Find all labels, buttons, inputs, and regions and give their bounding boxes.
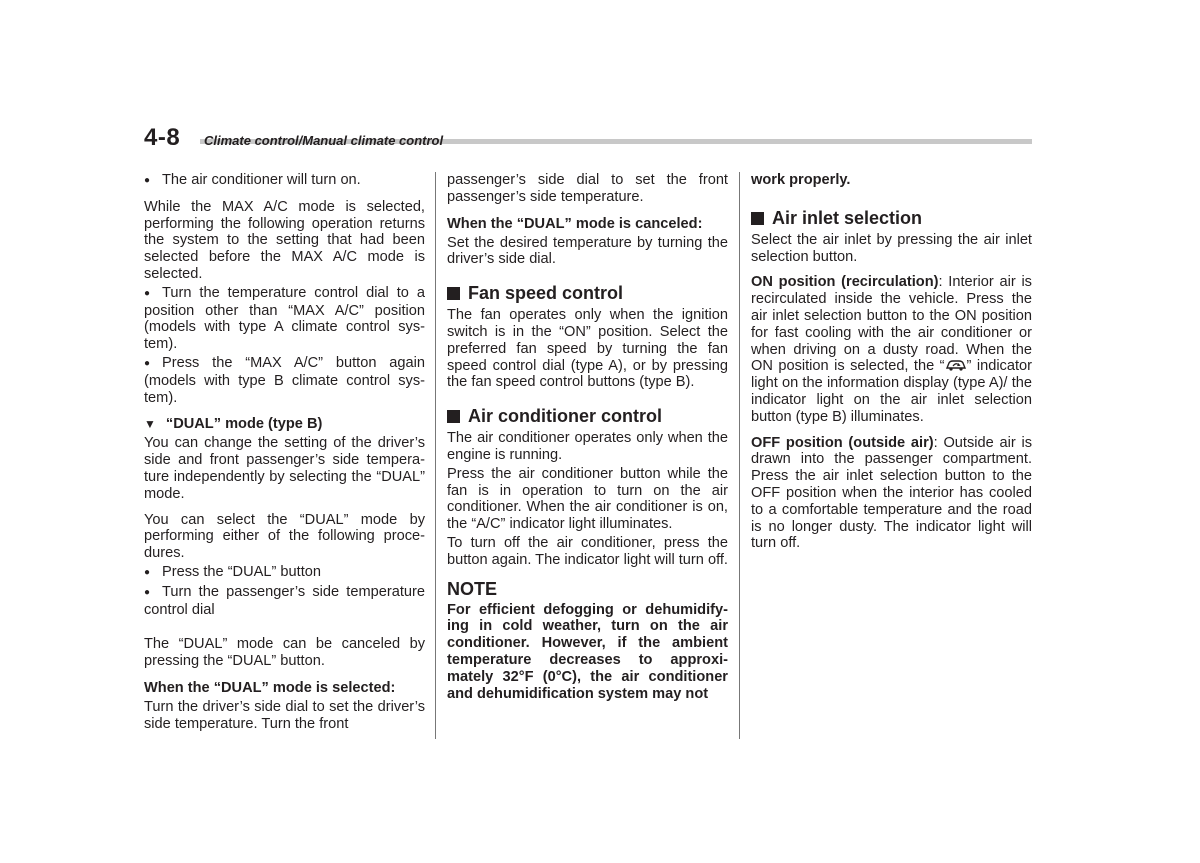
paragraph: The “DUAL” mode can be canceled by pressing the “DUAL” button.	[144, 636, 425, 670]
paragraph: Set the desired temperature by turning the driver’s side dial.	[447, 234, 728, 268]
bullet-item: ● The air conditioner will turn on.	[144, 172, 361, 188]
column-1	[144, 172, 425, 733]
paragraph: You can select the “DUAL” mode by performing either of the following proce-dures.	[144, 511, 425, 562]
dual-canceled-heading: When the “DUAL” mode is canceled:	[447, 215, 703, 232]
paragraph: The air conditioner operates only when the engine is running.	[447, 430, 728, 463]
paragraph: To turn off the air conditioner, press the button again. The indicator light will turn off.	[447, 534, 728, 568]
on-position-paragraph: ON position (recirculation): Interior air is recirculated inside the vehicle. Press the air inlet selection button to the ON position for fast cooling with the air conditioner or when driving on a dusty road. When the ON position is selected, the “ ” indicator light on the information display (type A)/ the indicator light on the air inlet selection button (type B) illuminates.	[751, 274, 1033, 425]
section-title: Climate control/Manual climate control	[204, 133, 444, 148]
paragraph: Turn the driver’s side dial to set the driver’s side temperature. Turn the front	[144, 698, 425, 732]
bullet-item: ● Turn the passenger’s side temperature control dial	[144, 583, 425, 618]
off-position-paragraph: OFF position (outside air): Outside air is drawn into the passenger compartment. Press the air inlet selection button to the OFF position when the interior has cooled to a comfortable temperature and the road is no longer dusty. The indicator light will turn off.	[751, 434, 1032, 552]
bullet-icon: ●	[144, 566, 151, 578]
square-bullet-icon	[447, 287, 460, 300]
bullet-icon: ●	[144, 357, 151, 369]
recirculation-icon	[945, 358, 967, 372]
dual-selected-heading: When the “DUAL” mode is selected:	[144, 679, 396, 696]
bullet-item: ● Press the “MAX A/C” button again (models with type B climate control sys-tem).	[144, 354, 425, 406]
note-title: NOTE	[447, 578, 498, 599]
bullet-item: ● Press the “DUAL” button	[144, 563, 321, 580]
column-divider-1	[435, 172, 436, 739]
on-position-label: ON position (recirculation)	[751, 274, 939, 291]
paragraph: Press the air conditioner button while the fan is in operation to turn on the air conditioner. When the air conditioner is on, the “A/C” indicator light illuminates.	[447, 465, 728, 533]
note-body: For efficient defogging or dehumidify-ing in cold weather, turn on the air conditioner. However, if the ambient temperature decreases to approxi-mately 32°F (0°C), the air conditioner and dehumidification system may not	[447, 601, 728, 702]
paragraph: Select the air inlet by pressing the air inlet selection button.	[751, 231, 1032, 265]
dual-mode-heading: ▼ “DUAL” mode (type B)	[144, 416, 323, 433]
bullet-item: ● Turn the temperature control dial to a position other than “MAX A/C” position (models with type A climate control sys-tem).	[144, 284, 425, 353]
air-conditioner-heading: Air conditioner control	[447, 405, 728, 427]
column-divider-2	[739, 172, 740, 739]
triangle-icon: ▼	[144, 417, 156, 432]
square-bullet-icon	[751, 212, 764, 225]
bullet-icon: ●	[144, 586, 151, 598]
fan-speed-heading: Fan speed control	[447, 282, 728, 304]
column-3	[751, 172, 1032, 561]
paragraph: You can change the setting of the driver’s side and front passenger’s side tempera-ture independently by selecting the “DUAL” mode.	[144, 435, 425, 502]
page-header	[144, 124, 1032, 154]
square-bullet-icon	[447, 410, 460, 423]
column-2	[447, 172, 728, 702]
paragraph: While the MAX A/C mode is selected, performing the following operation returns the system to the setting that had been selected before the MAX A/C mode is selected.	[144, 198, 425, 282]
air-inlet-heading: Air inlet selection	[751, 207, 1032, 229]
paragraph: The fan operates only when the ignition switch is in the “ON” position. Select the preferred fan speed by turning the fan speed control dial (type A), or by pressing the fan speed control buttons (type B).	[447, 307, 728, 391]
paragraph: passenger’s side dial to set the front passenger’s side temperature.	[447, 172, 728, 205]
bullet-icon: ●	[144, 175, 151, 186]
bullet-icon: ●	[144, 287, 151, 299]
page-number: 4-8	[144, 124, 181, 151]
note-continuation: work properly.	[751, 172, 851, 188]
off-position-label: OFF position (outside air)	[751, 434, 934, 451]
